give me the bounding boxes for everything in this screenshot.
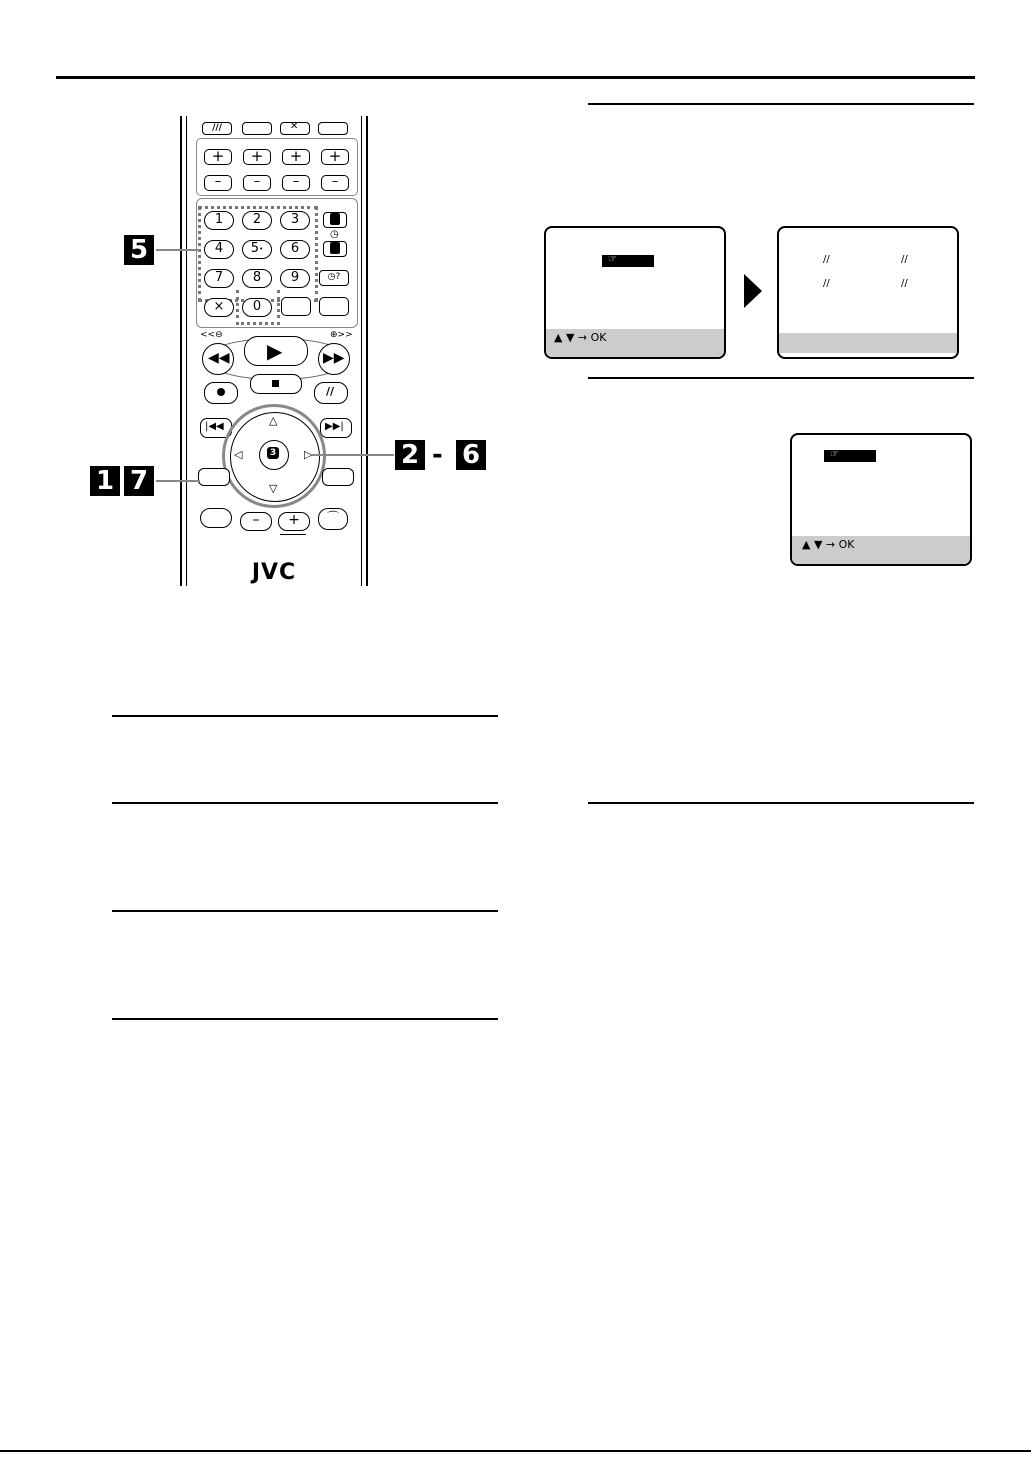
clock-icon: ◷ — [330, 229, 339, 240]
nav-up-button[interactable]: △ — [269, 414, 278, 427]
minus-button-3[interactable]: – — [282, 175, 310, 191]
quote-mark-3: // — [823, 278, 830, 289]
next-button[interactable] — [320, 418, 352, 438]
timer-button-1[interactable] — [323, 212, 347, 228]
mute-button[interactable] — [280, 122, 310, 135]
numpad-key-5-dot: • — [259, 245, 264, 253]
numpad-key-1[interactable]: 1 — [204, 211, 234, 230]
mute-icon: ✕ — [290, 121, 299, 132]
top-button-4[interactable] — [318, 122, 348, 135]
osd-screen-3 — [790, 433, 972, 566]
footer-rule — [0, 1450, 1031, 1452]
forward-label: ⊕>> — [330, 330, 353, 340]
callout-line-1-7 — [156, 480, 200, 482]
section-rule-left-4 — [112, 1018, 498, 1020]
fast-forward-button[interactable] — [318, 343, 350, 375]
section-rule-right-2 — [588, 377, 974, 379]
plus-button-1[interactable]: + — [204, 149, 232, 165]
minus-button-2[interactable]: – — [243, 175, 271, 191]
quote-mark-1: // — [823, 254, 830, 265]
section-rule-right-1 — [588, 103, 974, 105]
step-label-1: 1 — [90, 466, 120, 496]
numpad-key-9[interactable]: 9 — [280, 269, 310, 288]
plus-button-3[interactable]: + — [282, 149, 310, 165]
highlight-selection — [602, 255, 654, 267]
section-rule-left-2 — [112, 802, 498, 804]
remote-edge-left — [180, 116, 182, 586]
pause-button[interactable] — [314, 382, 348, 404]
numpad-key-0[interactable]: 0 — [242, 298, 272, 317]
nav-right-button[interactable]: ▷ — [304, 448, 313, 461]
timer-1-icon — [330, 213, 340, 225]
numpad-side-button-2[interactable] — [319, 297, 349, 316]
quote-mark-4: // — [901, 278, 908, 289]
play-button[interactable] — [244, 336, 308, 366]
volume-down-button[interactable]: – — [240, 512, 272, 531]
section-rule-left-3 — [112, 910, 498, 912]
osd-screen-1 — [544, 226, 726, 359]
status-bar — [779, 333, 957, 353]
section-rule-right-3 — [588, 802, 974, 804]
nav-hint-text-2: ▲ ▼ → OK — [802, 538, 855, 551]
rewind-icon: ◀◀ — [208, 350, 230, 366]
timer-button-2[interactable] — [323, 241, 347, 257]
numpad-key-5-label: 5 — [250, 241, 260, 256]
standby-button[interactable]: ⌒ — [318, 508, 348, 530]
numpad-key-5[interactable] — [242, 240, 272, 259]
ok-badge: 3 — [267, 447, 279, 459]
brand-logo: JVC — [251, 560, 297, 585]
play-icon: ▶ — [267, 339, 283, 363]
nav-hint-text: ▲ ▼ → OK — [554, 331, 607, 344]
minus-button-4[interactable]: – — [321, 175, 349, 191]
plus-button-2[interactable]: + — [243, 149, 271, 165]
next-icon: ▶▶| — [325, 421, 344, 432]
ok-button[interactable] — [259, 440, 289, 470]
numpad-key-6[interactable]: 6 — [280, 240, 310, 259]
timer-2-icon — [330, 242, 340, 254]
nav-left-button[interactable]: ◁ — [234, 448, 243, 461]
cancel-button[interactable]: × — [204, 298, 234, 317]
numpad-key-4[interactable]: 4 — [204, 240, 234, 259]
record-button[interactable] — [204, 382, 238, 404]
fast-forward-icon: ▶▶ — [323, 350, 345, 366]
osd-screen-2 — [777, 226, 959, 359]
volume-wedge — [280, 534, 306, 535]
remote-edge-left-inner — [186, 116, 187, 586]
tv-vcr-button[interactable]: /‌// — [202, 122, 232, 135]
pointer-icon: ☞ — [608, 254, 617, 265]
header-rule — [56, 76, 975, 79]
numpad-side-button[interactable] — [281, 297, 311, 316]
numpad-key-3[interactable]: 3 — [280, 211, 310, 230]
numpad-key-2[interactable]: 2 — [242, 211, 272, 230]
stop-icon — [272, 380, 279, 387]
remote-edge-right — [366, 116, 368, 586]
top-button-2[interactable] — [242, 122, 272, 135]
numpad-key-7[interactable]: 7 — [204, 269, 234, 288]
rewind-label: <<⊖ — [200, 330, 223, 340]
prev-icon: |◀◀ — [205, 421, 224, 432]
remote-edge-right-inner — [361, 116, 362, 586]
step-label-5: 5 — [124, 235, 154, 265]
highlight-selection-2 — [824, 450, 876, 462]
minus-button-1[interactable]: – — [204, 175, 232, 191]
stop-button[interactable] — [250, 374, 302, 394]
step-label-7: 7 — [124, 466, 154, 496]
pointer-icon-2: ☞ — [830, 449, 839, 460]
timer-query-button[interactable]: ◷? — [319, 270, 349, 286]
step-range-dash: - — [432, 440, 443, 470]
bottom-left-button[interactable] — [200, 508, 232, 528]
numpad-key-8[interactable]: 8 — [242, 269, 272, 288]
menu-button[interactable] — [198, 468, 230, 486]
step-label-6: 6 — [456, 440, 486, 470]
nav-hint-bar-2 — [792, 536, 970, 564]
arrow-right-stem — [744, 280, 748, 302]
record-icon — [217, 388, 225, 396]
plus-button-4[interactable]: + — [321, 149, 349, 165]
volume-up-button[interactable]: + — [278, 512, 310, 531]
callout-line-2-6 — [312, 454, 394, 456]
section-rule-left-1 — [112, 715, 498, 717]
remote-control — [180, 116, 368, 586]
nav-down-button[interactable]: ▽ — [269, 482, 278, 495]
return-button[interactable] — [322, 468, 354, 486]
nav-hint-bar — [546, 329, 724, 357]
pause-icon: // — [326, 385, 335, 398]
step-label-2: 2 — [395, 440, 425, 470]
rewind-button[interactable] — [202, 343, 234, 375]
quote-mark-2: // — [901, 254, 908, 265]
callout-line-5 — [156, 249, 200, 251]
